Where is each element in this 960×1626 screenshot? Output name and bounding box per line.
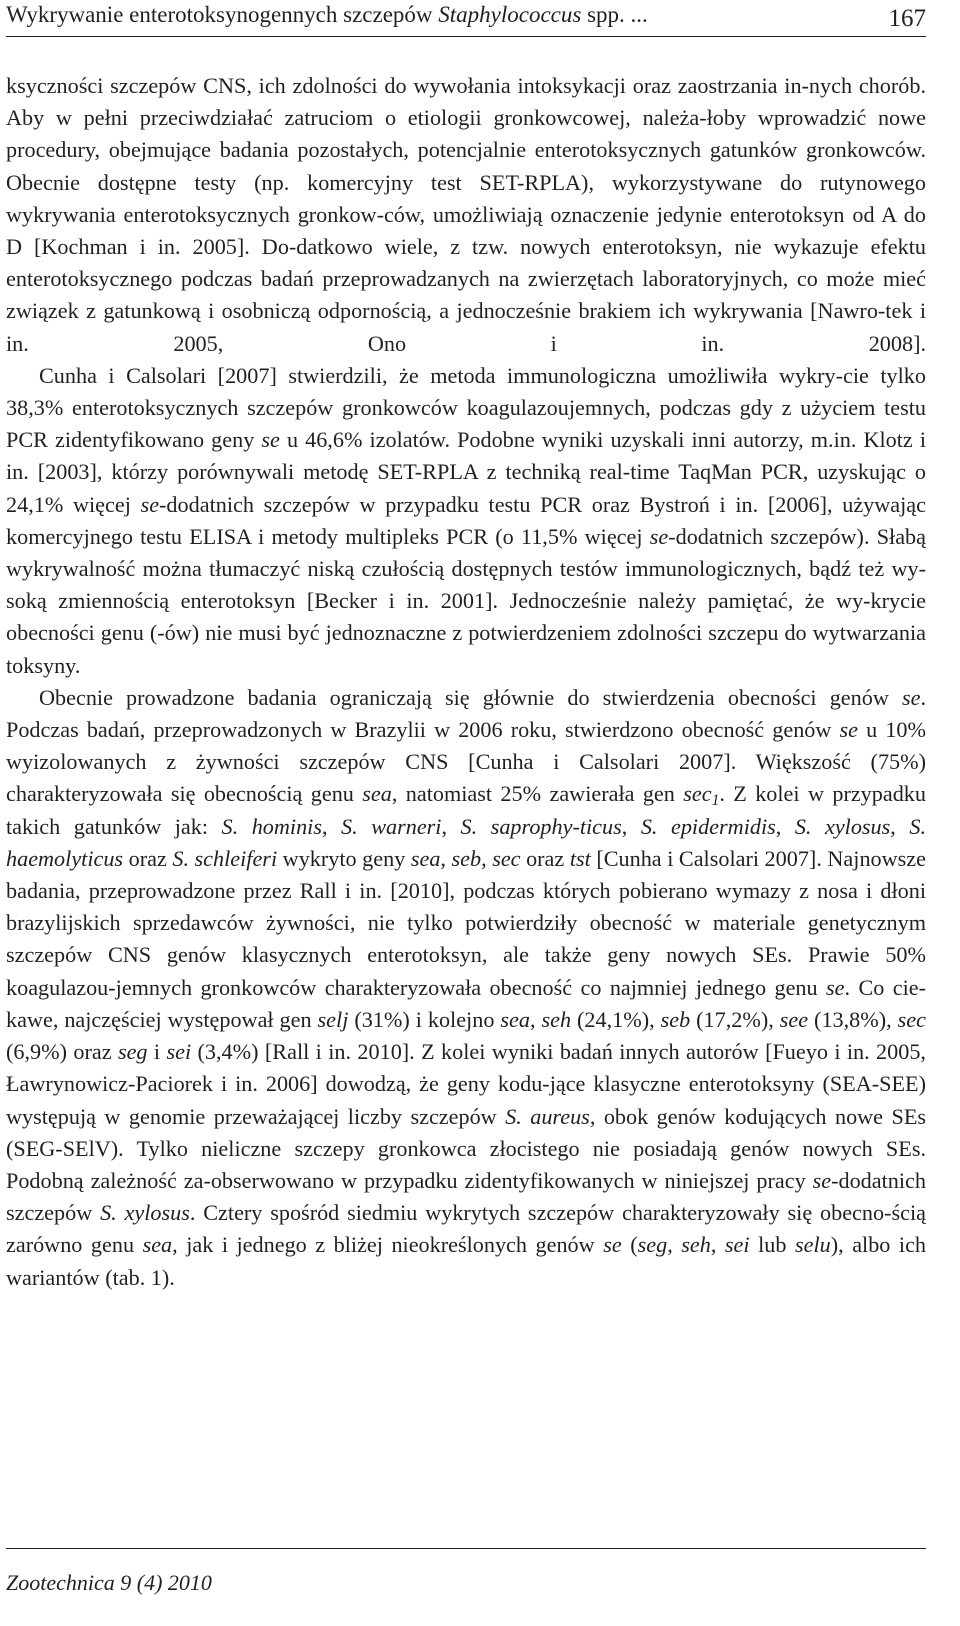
text-run: see bbox=[779, 1006, 809, 1032]
text-run: se bbox=[603, 1232, 622, 1258]
text-run: seh bbox=[541, 1006, 572, 1032]
text-run: S. xylosus bbox=[100, 1200, 190, 1226]
text-run: S. xylosus bbox=[794, 813, 891, 839]
text-run: -dodatnich szczepów w przypadku testu PCR oraz Bystroń i in. [2006], używając komercyjnego testu ELISA i metody multipleks PCR (o 11,5% więcej bbox=[6, 491, 926, 549]
text-run: sea bbox=[500, 1006, 530, 1032]
text-run: S. haemolyticus bbox=[6, 813, 926, 871]
text-run: lub bbox=[749, 1232, 795, 1258]
text-run: . Podczas badań, przeprowadzonych w Brazylii w 2006 roku, stwierdzono obecność genów bbox=[6, 684, 926, 743]
text-run: se bbox=[140, 491, 160, 517]
text-run: , bbox=[890, 813, 910, 839]
text-run: tst bbox=[569, 845, 591, 871]
text-run: Cunha i Calsolari [2007] stwierdzili, że metoda immunologiczna umożliwiła wykry-cie tylko 38,3% enterotoksycznych szczepów gronkowców koagulazoujemnych, podczas gdy z użyciem testu PCR zidentyfikowano geny bbox=[6, 362, 926, 453]
text-run: u 10% wyizolowanych z żywności szczepów CNS [Cunha i Calsolari 2007]. Większość (75%) charakteryzowała się obecnością genu bbox=[6, 717, 927, 807]
page-number: 167 bbox=[888, 5, 926, 32]
text-run: S. hominis bbox=[221, 813, 322, 839]
text-run: S. aureus bbox=[505, 1103, 590, 1129]
text-run: (17,2%), bbox=[690, 1006, 780, 1032]
footer-rule bbox=[6, 1548, 926, 1549]
text-run: , bbox=[710, 1232, 725, 1258]
text-run: se bbox=[839, 717, 859, 743]
text-run: S. saprophy-ticus bbox=[460, 813, 622, 839]
paragraph-3 bbox=[6, 682, 926, 1294]
text-run: selj bbox=[317, 1006, 349, 1032]
paragraph-1 bbox=[6, 70, 926, 360]
text-run: (31%) i kolejno bbox=[348, 1006, 501, 1032]
text-run: sea, seb, sec bbox=[410, 845, 521, 871]
text-run: , bbox=[775, 813, 795, 839]
text-run: selu bbox=[794, 1232, 831, 1258]
running-title-prefix: Wykrywanie enterotoksynogennych szczepów bbox=[6, 2, 439, 27]
text-run: u 46,6% izolatów. Podobne wyniki uzyskali inni autorzy, m.in. Klotz i in. [2003], którzy porównywali metodę SET-RPLA z techniką real-time TaqMan PCR, uzyskując o 24,1% więcej bbox=[6, 427, 927, 517]
text-run: sec bbox=[683, 781, 712, 807]
text-run: 1 bbox=[711, 792, 720, 810]
text-run: S. epidermidis bbox=[640, 813, 776, 839]
text-run: seb bbox=[660, 1006, 691, 1032]
text-run: se bbox=[261, 427, 280, 453]
text-run: jak i jednego z bliżej nieokreślonych genów bbox=[177, 1232, 604, 1258]
text-run: seg bbox=[117, 1039, 148, 1065]
running-title-suffix: spp. ... bbox=[581, 2, 648, 27]
running-header bbox=[6, 0, 926, 36]
running-title bbox=[6, 0, 648, 30]
text-run: se bbox=[649, 523, 669, 549]
text-run: se bbox=[812, 1167, 832, 1193]
text-run: sea, bbox=[142, 1232, 178, 1258]
text-run: (6,9%) oraz bbox=[6, 1039, 118, 1065]
text-run: , bbox=[621, 813, 641, 839]
text-run: , natomiast 25% zawierała gen bbox=[391, 781, 684, 807]
text-run: se bbox=[901, 684, 921, 710]
text-run: . Z kolei w przypadku takich gatunków jak: bbox=[6, 781, 926, 839]
text-run: , bbox=[321, 813, 342, 839]
text-run: , obok genów kodujących nowe SEs (SEG-SElV). Tylko nieliczne szczepy gronkowca złocistego nie posiadają genów nowych SEs. Podobną zależność za-obserwowano w przypadku zidentyfikowanych w niniejszej pracy bbox=[6, 1103, 927, 1193]
text-run: [Cunha i Calsolari 2007]. Najnowsze badania, przeprowadzone przez Rall i in. [2010], podczas których pobierano wymazy z nosa i dłoni brazylijskich sprzedawców żywności, nie tylko potwierdziły obecność w materiale genetycznym szczepów CNS genów klasycznych enterotoksyn, ale także geny nowych SEs. Prawie 50% koagulazou-jemnych gronkowców charakteryzowała obecność co najmniej jednego genu bbox=[6, 845, 926, 1000]
text-run: (24,1%), bbox=[571, 1006, 661, 1032]
body-text bbox=[6, 70, 926, 1294]
text-run: S. warneri bbox=[341, 813, 442, 839]
text-run: sea bbox=[362, 781, 392, 807]
text-run: (3,4%) [Rall i in. 2010]. Z kolei wyniki badań innych autorów [Fueyo i in. 2005, Ławrynowicz-Paciorek i in. 2006] dowodzą, że geny kodu-jące klasyczne enterotoksyny (SEA-SEE) występują w genomie przeważającej liczby szczepów bbox=[6, 1039, 926, 1129]
text-run: wykryto geny bbox=[277, 845, 411, 871]
text-run: i bbox=[147, 1039, 167, 1065]
text-run: S. schleiferi bbox=[172, 845, 278, 871]
text-run: se bbox=[826, 974, 845, 1000]
text-run: , bbox=[441, 813, 461, 839]
text-run: sei bbox=[166, 1039, 192, 1065]
text-run: sei bbox=[724, 1232, 750, 1258]
text-run: (13,8%), bbox=[808, 1006, 898, 1032]
text-run: -dodatnich szczepów). Słabą wykrywalność można tłumaczyć niską czułością dostępnych testów immunologicznych, bądź też wy-soką zmiennością enterotoksyn [Becker i in. 2001]. Jednocześnie należy pamiętać, że wy-krycie obecności genu (-ów) nie musi być jednoznaczne z potwierdzeniem zdolności szczepu do wytwarzania toksyny. bbox=[6, 523, 926, 678]
text-run: Obecnie prowadzone badania ograniczają się głównie do stwierdzenia obecności genów bbox=[39, 684, 902, 710]
text-run: sec bbox=[897, 1006, 926, 1032]
header-rule bbox=[6, 36, 926, 37]
text-run: ( bbox=[621, 1232, 638, 1258]
running-title-genus: Staphylococcus bbox=[438, 2, 582, 27]
text-run: seh bbox=[681, 1232, 711, 1258]
journal-footer: Zootechnica 9 (4) 2010 bbox=[6, 1570, 212, 1595]
text-run: . Cztery spośród siedmiu wykrytych szczepów charakteryzowały się obecno-ścią zarówno genu bbox=[6, 1200, 926, 1258]
text-run: oraz bbox=[123, 845, 173, 871]
paragraph-2 bbox=[6, 360, 926, 682]
text-run: ksyczności szczepów CNS, ich zdolności do wywołania intoksykacji oraz zaostrzania in-nych chorób. Aby w pełni przeciwdziałać zatruciom o etiologii gronkowcowej, należa-łoby wprowadzić nowe procedury, obejmujące badania pozostałych, potencjalnie enterotoksycznych gatunków gronkowców. Obecnie dostępne testy (np. komercyjny test SET-RPLA), wykorzystywane do rutynowego wykrywania enterotoksycznych gronkow-ców, umożliwiają oznaczenie jedynie enterotoksyn od A do D [Kochman i in. 2005]. Do-datkowo wiele, z tzw. nowych enterotoksyn, nie wykazuje efektu enterotoksycznego podczas badań przeprowadzanych na zwierzętach laboratoryjnych, co może mieć związek z gatunkową i osobniczą odpornością, a jednocześnie brakiem ich wykrywania [Nawro-tek i in. 2005, Ono i in. 2008]. bbox=[6, 73, 926, 356]
text-run: ), albo ich wariantów (tab. 1). bbox=[6, 1232, 927, 1290]
text-run: seg bbox=[637, 1232, 668, 1258]
text-run: . Co cie-kawe, najczęściej występował gen bbox=[6, 974, 926, 1032]
text-run: oraz bbox=[520, 845, 570, 871]
text-run: -dodatnich szczepów bbox=[6, 1167, 926, 1226]
text-run: , bbox=[667, 1232, 682, 1258]
text-run: , bbox=[529, 1006, 542, 1032]
